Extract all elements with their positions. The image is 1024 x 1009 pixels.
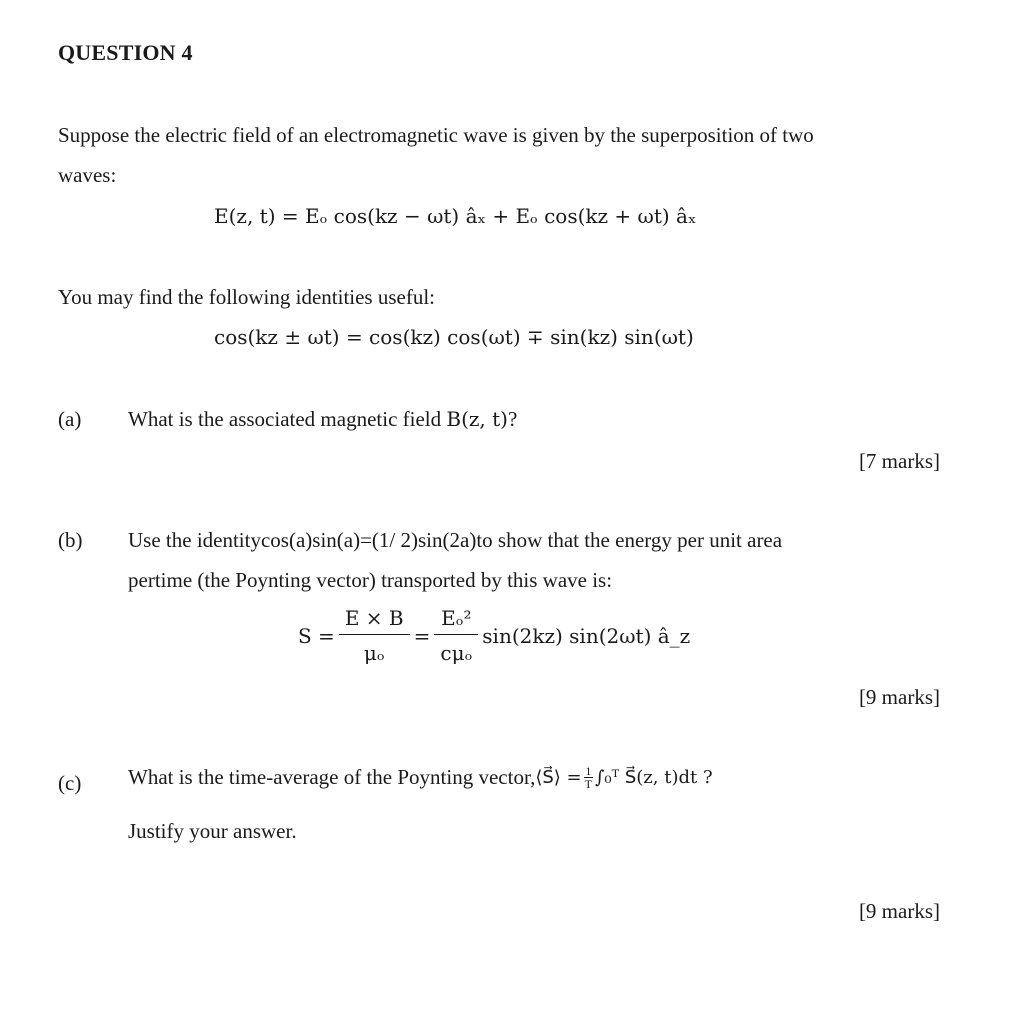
poynting-rest: sin(2kz) sin(2ωt) â_z (482, 623, 691, 648)
identity-equation: cos(kz ± ωt) = cos(kz) cos(ωt) ∓ sin(kz) sin(ωt) (214, 325, 694, 349)
part-c-marks: [9 marks] (858, 899, 940, 923)
part-c-question (128, 765, 713, 790)
intro-line-1: Suppose the electric field of an electromagnetic wave is given by the superposition of two (58, 123, 814, 147)
part-a-marks: [7 marks] (858, 449, 940, 473)
part-c-line-2: Justify your answer. (128, 819, 297, 843)
part-b-marks: [9 marks] (858, 685, 940, 709)
part-b-line-2: pertime (the Poynting vector) transported by this wave is: (128, 568, 613, 592)
part-a-text-math: B(z, t) (446, 407, 508, 431)
poynting-fraction-1-num: E × B (339, 606, 410, 635)
poynting-equation (298, 606, 690, 665)
part-c-text-prefix: What is the time-average of the Poynting vector, (128, 765, 536, 789)
part-c-label: (c) (58, 771, 82, 795)
part-a-text-prefix: What is the associated magnetic field (128, 407, 447, 431)
part-a-question (128, 407, 517, 432)
poynting-fraction-1-den: μₒ (363, 641, 385, 665)
part-b-label: (b) (58, 528, 83, 552)
part-c-avg-fraction-den: T (584, 777, 592, 791)
part-c-avg-integral: ∫₀ᵀ S⃗(z, t)dt ? (594, 767, 713, 788)
part-c-avg-fraction (584, 765, 593, 790)
poynting-lhs: S = (298, 623, 335, 648)
part-c-avg-fraction-num: 1 (585, 764, 592, 778)
efield-equation: E(z, t) = Eₒ cos(kz − ωt) âₓ + Eₒ cos(kz + ωt) âₓ (214, 204, 697, 228)
poynting-fraction-2-den: cμₒ (440, 641, 473, 665)
part-a-label: (a) (58, 407, 82, 431)
intro-line-2: waves: (58, 163, 117, 187)
identities-text: You may find the following identities useful: (58, 285, 436, 309)
part-c-avg-lhs: ⟨S⃗⟩ = (535, 767, 582, 788)
poynting-equals: = (413, 623, 431, 648)
part-a-text-suffix: ? (507, 407, 518, 431)
poynting-fraction-2-num: Eₒ² (434, 606, 478, 635)
question-title: QUESTION 4 (58, 40, 193, 65)
part-b-line-1: Use the identitycos(a)sin(a)=(1/ 2)sin(2a)to show that the energy per unit area (128, 528, 783, 552)
poynting-fraction-1 (339, 606, 410, 665)
poynting-fraction-2 (434, 606, 478, 665)
